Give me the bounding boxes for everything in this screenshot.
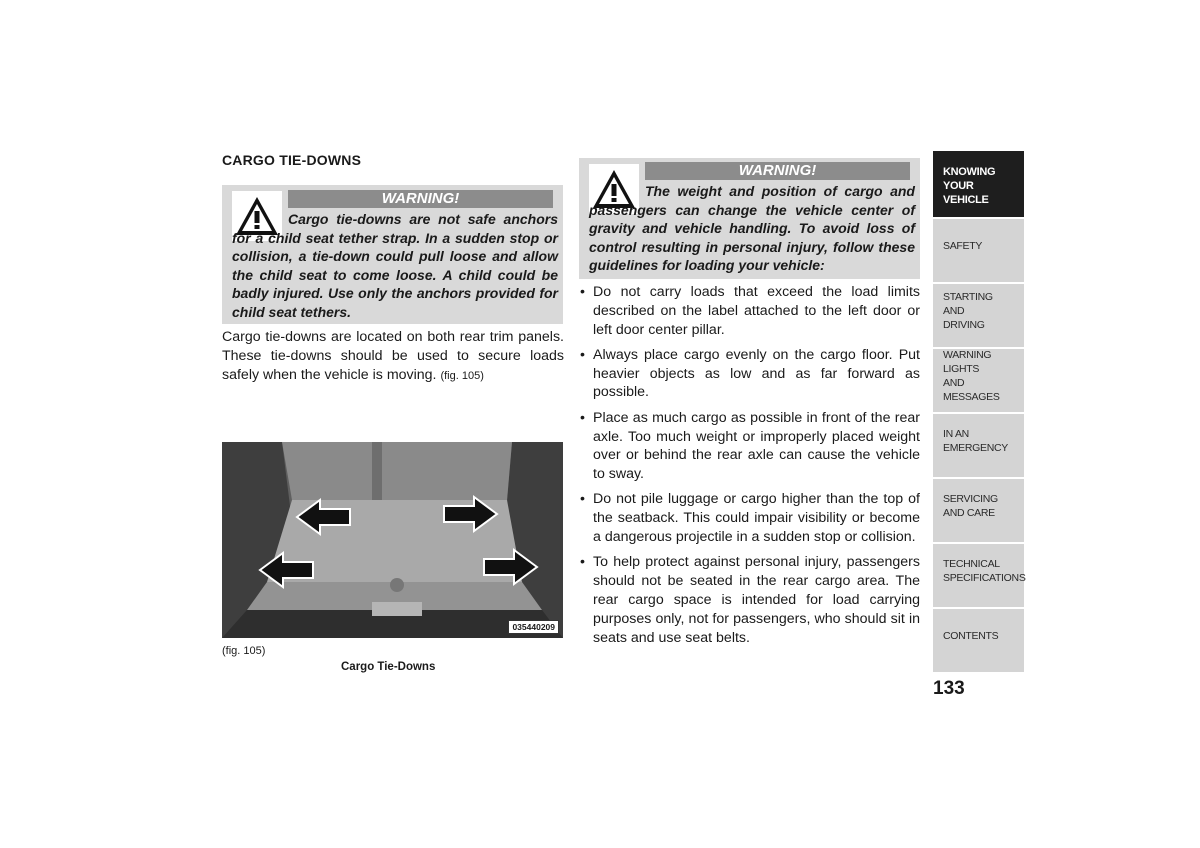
tab-label-line: CONTENTS	[943, 630, 999, 642]
tab-label-line: VEHICLE	[943, 194, 989, 206]
list-item-text: Always place cargo evenly on the cargo floor. Put heavier objects as low and as far forward as possible.	[593, 346, 920, 401]
tab-technical-specifications[interactable]	[933, 544, 1024, 607]
tab-label-line: AND CARE	[943, 507, 995, 519]
tab-safety[interactable]	[933, 219, 1024, 282]
tab-label	[943, 609, 1024, 663]
tab-label	[943, 219, 1024, 273]
tab-label-line: EMERGENCY	[943, 442, 1008, 454]
tab-label	[943, 479, 1024, 533]
tab-label-line: KNOWING	[943, 166, 996, 178]
list-item	[579, 346, 920, 402]
figure-caption: Cargo Tie-Downs	[341, 661, 436, 673]
list-item	[579, 409, 920, 484]
list-item-text: Do not carry loads that exceed the load limits described on the label attached to the left door or left door center pillar.	[593, 284, 920, 338]
tab-label-line: AND	[943, 305, 965, 317]
tab-label	[943, 349, 1024, 403]
list-item	[579, 490, 920, 546]
list-item-text: To help protect against personal injury, passengers should not be seated in the rear cargo area. The rear cargo space is intended for load carrying purposes only, not for passengers, who should sit in seats and use seat belts.	[593, 554, 920, 646]
tab-label-line: TECHNICAL	[943, 558, 1000, 570]
warning-heading: WARNING!	[288, 190, 553, 208]
figure-reference: (fig. 105)	[440, 369, 484, 382]
tab-label-line: SPECIFICATIONS	[943, 572, 1026, 584]
tab-label-line: YOUR	[943, 180, 974, 192]
bullet-dot: •	[580, 554, 585, 571]
warning-heading: WARNING!	[645, 162, 910, 180]
tab-knowing-your-vehicle[interactable]	[933, 151, 1024, 217]
tab-label-line: DRIVING	[943, 319, 985, 331]
cargo-area-photo	[222, 442, 563, 638]
tab-label-line: AND	[943, 377, 965, 389]
page-number: 133	[933, 678, 965, 699]
list-item-text: Do not pile luggage or cargo higher than the top of the seatback. This could impair visibility or become a dangerous projectile in a sudden stop or collision.	[593, 491, 920, 546]
chapter-tabs	[933, 151, 1024, 674]
warning-text: The weight and position of cargo and passengers can change the vehicle center of gravity and vehicle handling. To avoid loss of control resulting in personal injury, follow these guidelines for loading your vehicle:	[589, 183, 915, 274]
tab-label-line: WARNING	[943, 349, 992, 361]
body-paragraph-text: Cargo tie-downs are located on both rear trim panels. These tie-downs should be used to secure loads safely when the vehicle is moving.	[222, 329, 564, 383]
bullet-dot: •	[580, 491, 585, 508]
tab-label	[943, 414, 1024, 468]
tab-label	[943, 284, 1024, 338]
cargo-photo-illustration	[222, 442, 563, 638]
tab-label-line: LIGHTS	[943, 363, 980, 375]
tab-contents[interactable]	[933, 609, 1024, 672]
tab-label-line: MESSAGES	[943, 391, 1000, 403]
bullet-dot: •	[580, 346, 585, 363]
tab-warning-lights-and-messages[interactable]	[933, 349, 1024, 412]
figure-code: 035440209	[508, 620, 559, 634]
tab-label-line: SAFETY	[943, 240, 983, 252]
loading-guidelines-list	[579, 283, 920, 654]
tab-starting-and-driving[interactable]	[933, 284, 1024, 347]
warning-box-tie-downs	[222, 185, 563, 324]
tab-label-line: STARTING	[943, 291, 993, 303]
list-item	[579, 553, 920, 647]
tab-label-line: SERVICING	[943, 493, 998, 505]
body-paragraph	[222, 328, 564, 385]
figure-label: (fig. 105)	[222, 645, 266, 657]
tab-servicing-and-care[interactable]	[933, 479, 1024, 542]
warning-box-loading	[579, 158, 920, 279]
tab-label	[943, 544, 1024, 598]
tab-label	[943, 165, 1024, 217]
tab-in-an-emergency[interactable]	[933, 414, 1024, 477]
bullet-dot: •	[580, 284, 585, 300]
bullet-dot: •	[580, 409, 585, 426]
tab-label-line: IN AN	[943, 428, 969, 440]
warning-text: Cargo tie-downs are not safe anchors for a child seat tether strap. In a sudden stop or collision, a tie-down could pull loose and allow the child seat to come loose. A child could be badly injured. Use only the anchors provided for child seat tethers.	[232, 211, 558, 320]
list-item-text: Place as much cargo as possible in front of the rear axle. Too much weight or improperly placed weight over or behind the rear axle can cause the vehicle to sway.	[593, 409, 920, 483]
list-item	[579, 283, 920, 339]
section-title: CARGO TIE-DOWNS	[222, 152, 362, 168]
